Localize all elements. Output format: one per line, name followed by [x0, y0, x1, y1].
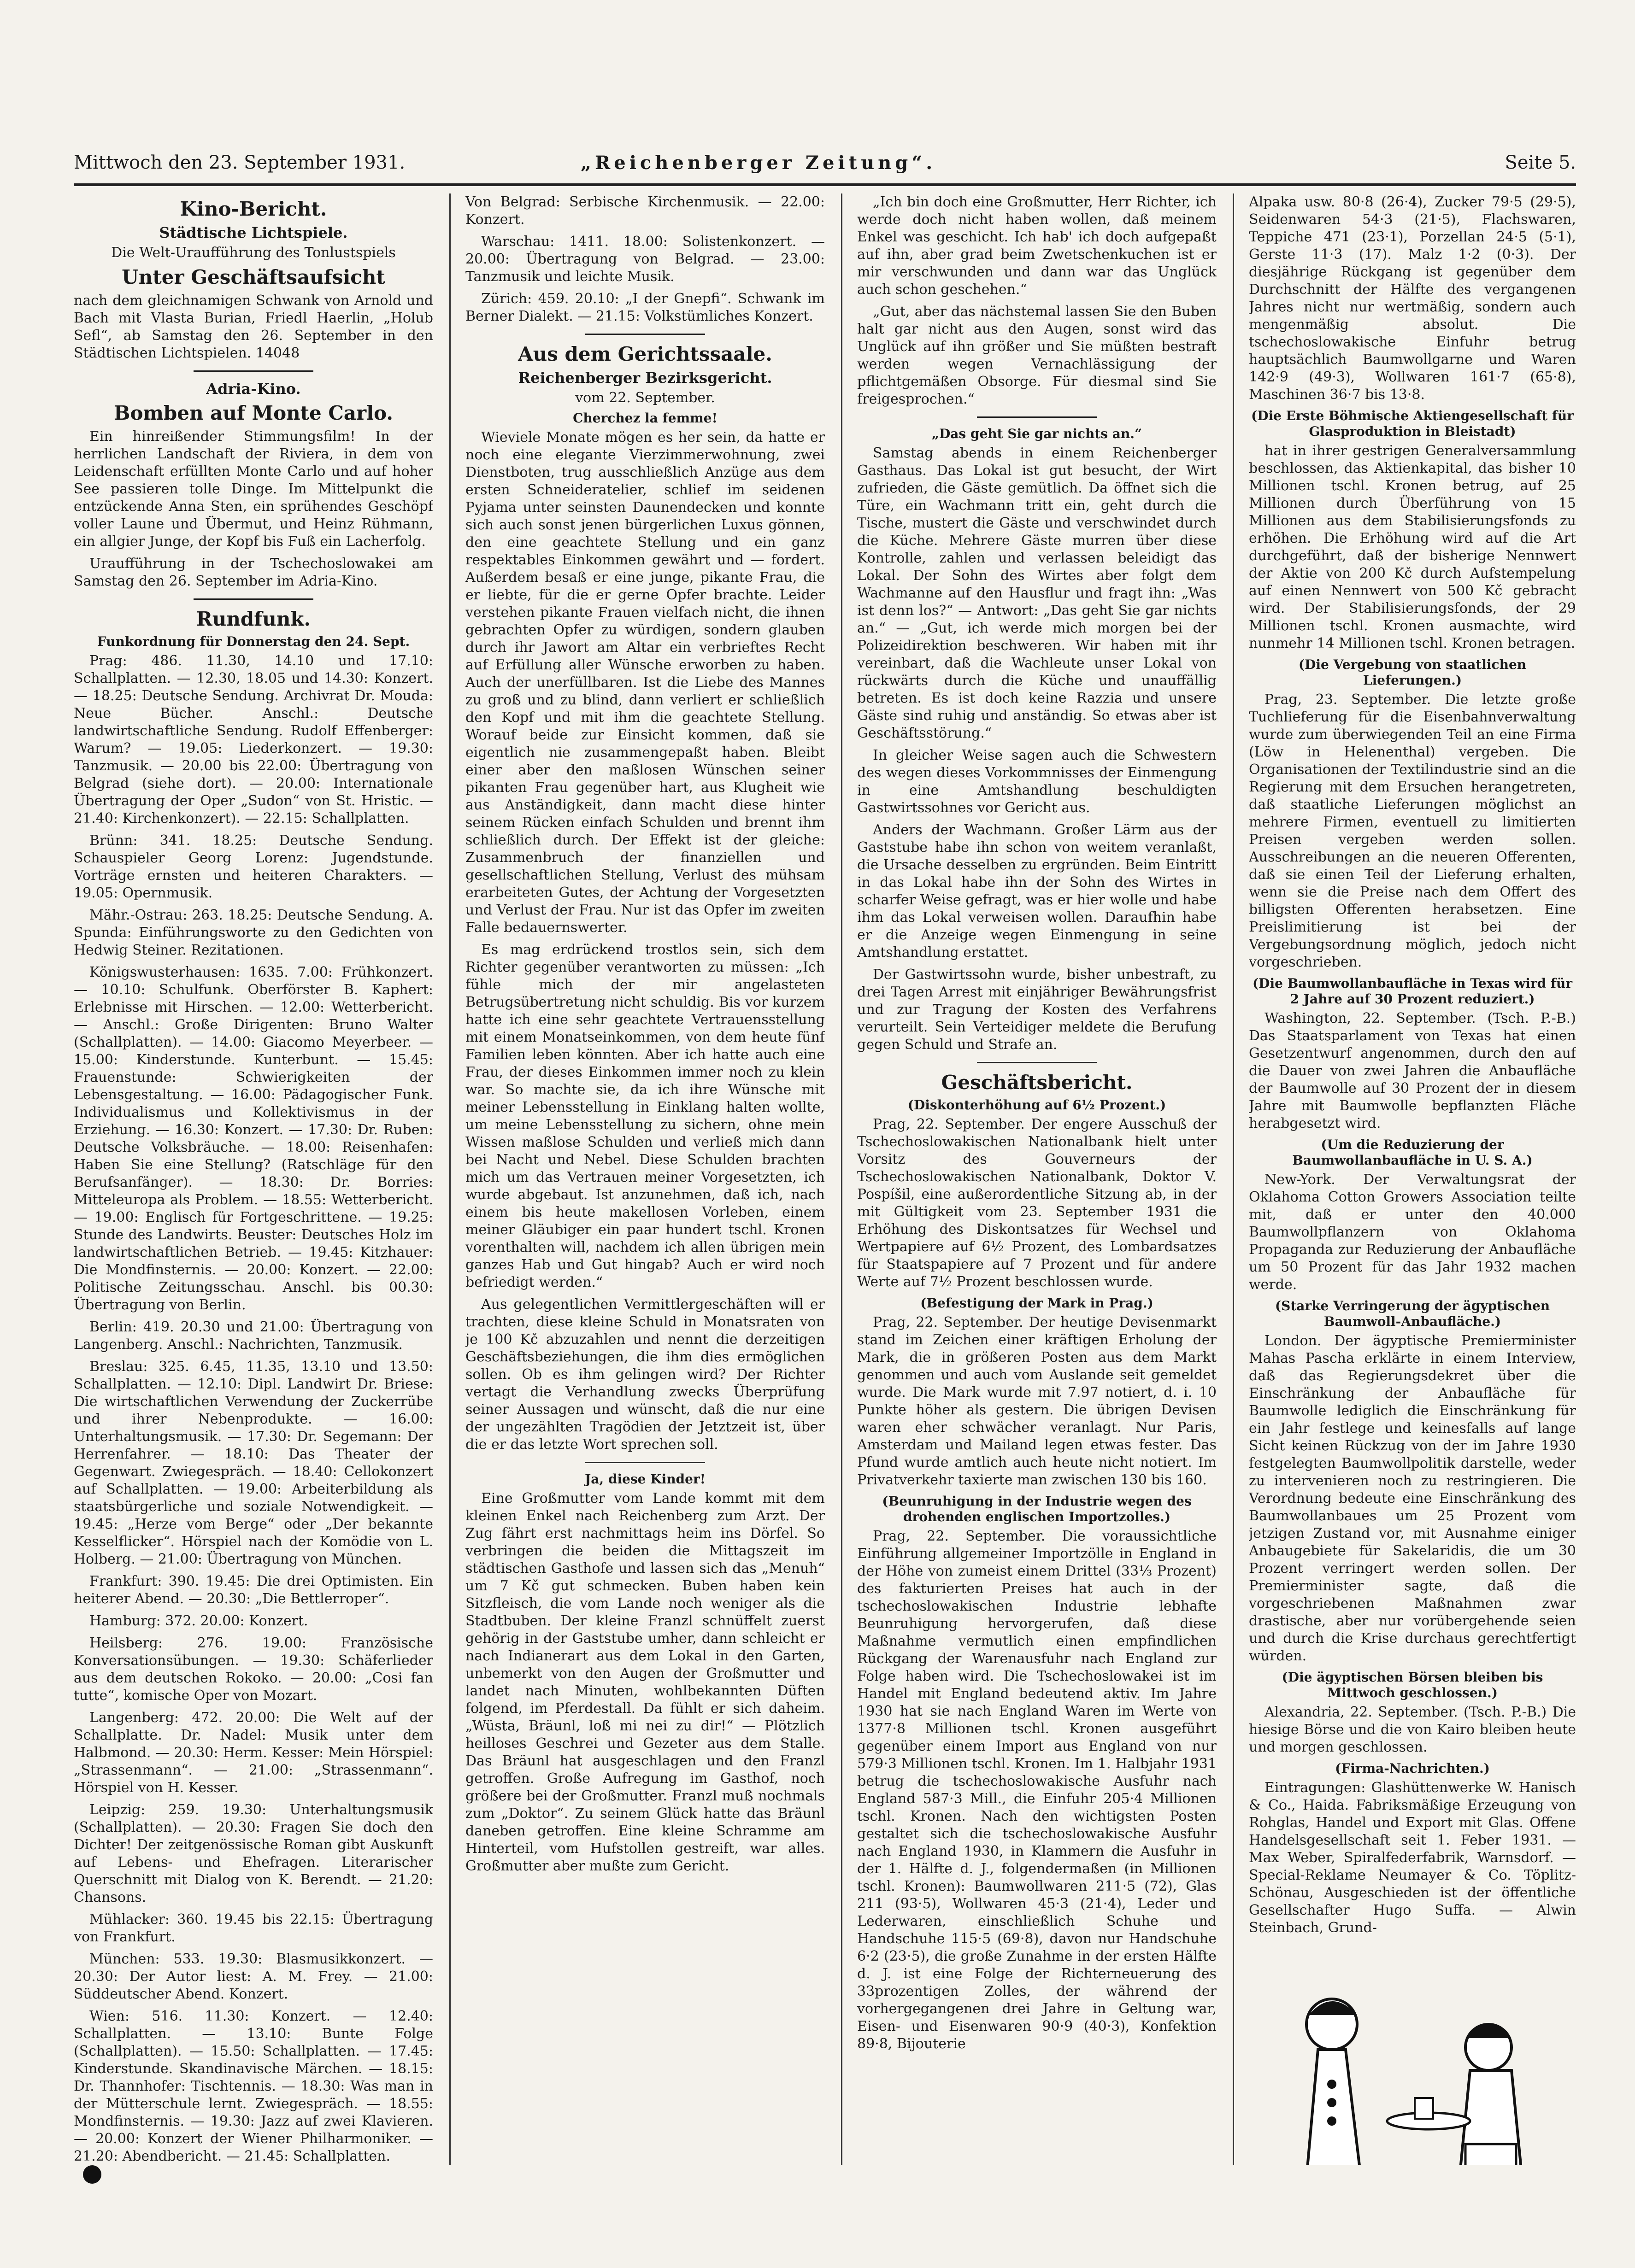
usa-heading: (Um die Reduzierung der Baumwollanbaufläche in U. S. A.) — [1292, 1137, 1533, 1168]
article-paragraph: Es mag erdrückend trostlos sein, sich dem Richter gegenüber verantworten zu müssen: „Ich fühle mich der mir angelasteten Betrugsübertretung nicht schuldig. Bis vor kurzem hatte ich eine sehr geachtete Vertrauensstellung mit einem Monatseinkommen, von dem heute fünf Familien leben könnten. Aber ich hatte auch eine Frau, der dieses Einkommen immer noch zu klein war. So machte sie, da ich ihre Wünsche mit meiner Lebensstellung in Einklang halten wollte, um meine Lebensstellung zu sichern, ohne mein Wissen maßlose Schulden und verließ mich dann bei Nacht und Nebel. Diese Schulden brachten mich um das Vertrauen meiner Vorgesetzten, ich wurde abgebaut. Ist anzunehmen, daß ich, nach einem bis heute makellosen Vorleben, einem meiner Gläubiger ein paar hundert tschl. Kronen vorenthalten will, nachdem ich allen übrigen mein ganzes Hab und Gut hingab? Auch er wird noch befriedigt werden.“ — [465, 942, 825, 1290]
diskont-heading: (Diskonterhöhung auf 6½ Prozent.) — [907, 1097, 1166, 1113]
station-warschau: Warschau: 1411. 18.00: Solistenkonzert. — 20.00: Übertragung von Belgrad. — 23.00: Tanzmusik und leichte Musik. — [465, 234, 825, 285]
divider — [194, 598, 313, 600]
station-wien: Wien: 516. 11.30: Konzert. — 12.40: Schallplatten. — 13.10: Bunte Folge (Schallplatten). — 15.50: Schallplatten. — 17.45: Kinderstunde. Skandinavische Märchen. — 18.15: Dr. Thannhofer: Tischtennis. — 18.30: Was man in der Mütterschule lernt. Zwiegespräch. — 18.55: Mondfinsternis. — 19.30: Jazz auf zwei Klavieren. — 20.00: Konzert der Wiener Philharmoniker. — 21.20: Abendbericht. — 21.45: Schallplatten. — [74, 2008, 433, 2164]
article-paragraph: New-York. Der Verwaltungsrat der Oklahoma Cotton Growers Association teilte mit, daß er unter den 40.000 Baumwollpflanzern von Oklahoma Propaganda zur Reduzierung der Anbaufläche um 50 Prozent für das Jahr 1932 machen werde. — [1249, 1172, 1576, 1293]
boerse-heading: (Die ägyptischen Börsen bleiben bis Mittwoch geschlossen.) — [1282, 1670, 1543, 1700]
station-langenberg: Langenberg: 472. 20.00: Die Welt auf der Schallplatte. Dr. Nadel: Musik unter dem Halbmond. — 20.30: Herm. Kesser: Mein Hörspiel: „Strassenmann“. — 21.00: „Strassenmann“. Hörspiel von H. Kesser. — [74, 1710, 433, 1796]
page-header — [74, 152, 1576, 184]
adria-heading: Adria-Kino. — [206, 380, 301, 398]
column-4 — [1249, 193, 1576, 2165]
kinder-heading: Ja, diese Kinder! — [584, 1471, 706, 1487]
station-zuerich: Zürich: 459. 20.10: „I der Gnepfi“. Schwank im Berner Dialekt. — 21.15: Volkstümliches Konzert. — [465, 291, 825, 324]
station-muehlacker: Mühlacker: 360. 19.45 bis 22.15: Übertragung von Frankfurt. — [74, 1911, 433, 1945]
glas-heading: (Die Erste Böhmische Aktiengesellschaft für Glasproduktion in Bleistadt) — [1251, 408, 1574, 439]
gericht-heading: Aus dem Gerichtssaale. — [518, 343, 772, 365]
divider — [194, 370, 313, 372]
station-heilsberg: Heilsberg: 276. 19.00: Französische Konversationsübungen. — 19.30: Schäferlieder aus dem deutschen Rokoko. — 20.00: „Cosi fan tutte“, komische Oper von Mozart. — [74, 1635, 433, 1704]
kino-film-title: Unter Geschäftsaufsicht — [122, 266, 385, 288]
adria-paragraph: Uraufführung in der Tschechoslowakei am Samstag den 26. September im Adria-Kino. — [74, 556, 433, 589]
divider — [585, 334, 705, 335]
article-paragraph: Prag, 22. September. Die voraussichtliche Einführung allgemeiner Importzölle in England in der Höhe von zumeist einem Drittel (33⅓ Prozent) des fakturierten Preises hat auch in der tschechoslowakischen Industrie lebhafte Beunruhigung hervorgerufen, daß diese Maßnahme vermutlich einen empfindlichen Rückgang der Warenausfuhr nach England zur Folge haben wird. Die Tschechoslowakei ist im Handel mit England bedeutend aktiv. Im Jahre 1930 hat sie nach England Waren im Werte von 1377·8 Millionen tschl. Kronen ausgeführt gegenüber einem Import aus England von nur 579·3 Millionen tschl. Kronen. Im 1. Halbjahr 1931 betrug die tschechoslowakische Ausfuhr nach England 587·3 Mill., die Einfuhr 205·4 Millionen tschl. Kronen. Nach den wichtigsten Posten gestaltet sich die tschechoslowakische Ausfuhr nach England 1930, in Klammern die Ausfuhr in der 1. Hälfte d. J., folgendermaßen (in Millionen tschl. Kronen): Baumwollwaren 211·5 (72), Glas 211 (93·5), Wollwaren 45·3 (21·4), Leder und Lederwaren, einschließlich Schuhe und Handschuhe 115·5 (69·8), davon nur Handschuhe 6·2 (23·5), die große Zunahme in der ersten Hälfte d. J. ist eine Folge der Richterneuerung des 33prozentigen Zolles, der während der vorhergegangenen drei Jahre in Geltung war, Eisen- und Eisenwaren 90·9 (40·3), Konfektion 89·8, Bijouterie — [857, 1528, 1217, 2052]
geschaeft-heading: Geschäftsbericht. — [941, 1071, 1133, 1094]
station-belgrad: Von Belgrad: Serbische Kirchenmusik. — 22.00: Konzert. — [465, 194, 825, 228]
kino-heading: Kino-Bericht. — [180, 198, 327, 220]
article-paragraph: Alexandria, 22. September. (Tsch. P.-B.) Die hiesige Börse und die von Kairo bleiben heute und morgen geschlossen. — [1249, 1704, 1576, 1755]
adria-film-title: Bomben auf Monte Carlo. — [113, 402, 394, 424]
station-prag: Prag: 486. 11.30, 14.10 und 17.10: Schallplatten. — 12.30, 18.05 und 14.30: Konzert. — 18.25: Deutsche Sendung. Archivrat Dr. Mouda: Neue Bücher. Anschl.: Deutsche landwirtschaftliche Sendung. Rudolf Effenberger: Warum? — 19.05: Liederkonzert. — 19.30: Tanzmusik. — 20.00 bis 22.00: Übertragung von Belgrad (siehe dort). — 20.00: Internationale Übertragung der Oper „Sudon“ von St. Hristic. — 21.40: Kirchenkonzert). — 22.15: Schallplatten. — [74, 653, 433, 826]
station-maehr-ostrau: Mähr.-Ostrau: 263. 18.25: Deutsche Sendung. A. Spunda: Einführungsworte zu den Gedichten von Hedwig Steiner. Rezitationen. — [74, 907, 433, 958]
divider — [585, 1462, 705, 1463]
rundfunk-heading: Rundfunk. — [196, 608, 311, 630]
column-2 — [465, 193, 825, 2165]
article-paragraph: hat in ihrer gestrigen Generalversammlung beschlossen, das Aktienkapital, das bisher 10 Millionen tschl. Kronen betrug, auf 25 Millionen durch Überführung von 15 Millionen aus dem Stabilisierungsfonds zu erhöhen. Die Erhöhung wird auf die Art durchgeführt, daß der bisherige Nennwert der Aktie von 200 Kč durch Aufstempelung auf einen Nennwert von 500 Kč gebracht wird. Der Stabilisierungsfonds, der 29 Millionen tschl. Kronen ausmachte, wird nunmehr 14 Millionen tschl. Kronen betragen. — [1249, 443, 1576, 651]
station-frankfurt: Frankfurt: 390. 19.45: Die drei Optimisten. Ein heiterer Abend. — 20.30: „Die Bettlerroper“. — [74, 1573, 433, 1607]
header-rule — [74, 183, 1576, 186]
article-paragraph: Prag, 23. September. Die letzte große Tuchlieferung für die Eisenbahnverwaltung wurde zum überwiegenden Teil an eine Firma (Löw in Helenenthal) vergeben. Die Organisationen der Textilindustrie sind an die Regierung mit dem Ersuchen herangetreten, daß staatliche Lieferungen möglichst an mehrere Firmen, eventuell zu limitierten Preisen vergeben werden sollen. Ausschreibungen an die neueren Offerenten, daß sie einen Teil der Lieferung erhalten, wenn sie die Preise nach dem Offert des billigsten Offerenten herabsetzen. Eine Preislimitierung ist bei der Vergebungsordnung möglich, jedoch nicht vorgeschrieben. — [1249, 692, 1576, 970]
station-berlin: Berlin: 419. 20.30 und 21.00: Übertragung von Langenberg. Anschl.: Nachrichten, Tanzmusik. — [74, 1319, 433, 1353]
column-3 — [857, 193, 1217, 2165]
article-paragraph: Eintragungen: Glashüttenwerke W. Hanisch & Co., Haida. Fabriksmäßige Erzeugung von Rohglas, Handel und Export mit Glas. Offene Handelsgesellschaft seit 1. Feber 1931. — Max Weber, Spiralfederfabrik, Warnsdorf. — Special-Reklame Neumayer & Co. Töplitz-Schönau, Ausgeschieden ist der öffentliche Gesellschafter Hugo Suffa. — Alwin Steinbach, Grund- — [1249, 1780, 1576, 1936]
article-paragraph: Prag, 22. September. Der heutige Devisenmarkt stand im Zeichen einer kräftigen Erholung der Mark, die in größeren Posten aus dem Markt genommen und auch vom Auslande seit gemeldet wurde. Die Mark wurde mit 7.97 notiert, d. i. 10 Punkte höher als gestern. Die übrigen Devisen waren eher schwächer veranlagt. Nur Paris, Amsterdam und Mailand legen etwas fester. Das Pfund wurde amtlich auch heute nicht notiert. Im Privatverkehr taxierte man zwischen 130 bis 160. — [857, 1314, 1217, 1488]
adria-paragraph: Ein hinreißender Stimmungsfilm! In der herrlichen Landschaft der Riviera, in dem von Leidenschaft erfüllten Monte Carlo und auf hoher See passieren tolle Dinge. Im Mittelpunkt die entzückende Anna Sten, ein sprühendes Geschöpf voller Laune und Übermut, und Heinz Rühmann, ein allgier Junge, der Kopf bis Fuß ein Lacherfolg. — [74, 428, 433, 550]
zoll-heading: (Beunruhigung in der Industrie wegen des drohenden englischen Importzolles.) — [882, 1494, 1192, 1524]
femme-heading: Cherchez la femme! — [573, 410, 718, 426]
kino-subheading: Städtische Lichtspiele. — [159, 224, 348, 241]
mark-heading: (Befestigung der Mark in Prag.) — [920, 1295, 1153, 1311]
article-paragraph: London. Der ägyptische Premierminister Mahas Pascha erklärte in einem Interview, daß das Regierungsdekret über die Einschränkung der Anbaufläche für Baumwolle lediglich die Einschränkung für ein Jahr festlege und keinesfalls auf lange Sicht keinen Rückzug von der im Jahre 1930 festgelegten Baumwollpolitik darstelle, weder zu intervenieren noch zu restringieren. Die Verordnung bedeute eine Einschränkung des Baumwollanbaues um 25 Prozent vom jetzigen Zustand vor, mit Ausnahme einiger Anbaugebiete für Sakelaridis, die um 30 Prozent verringert werden sollen. Der Premierminister sagte, daß die vorgeschriebenen Maßnahmen zwar drastische, aber nur vorübergehende seien und durch die Krise durchaus gerechtfertigt würden. — [1249, 1333, 1576, 1664]
station-koenigswusterhausen: Königswusterhausen: 1635. 7.00: Frühkonzert. — 10.10: Schulfunk. Oberförster B. Kaphert: Erlebnisse mit Hirschen. — 12.00: Wetterbericht. — Anschl.: Große Dirigenten: Bruno Walter (Schallplatten). — 14.00: Giacomo Meyerbeer. — 15.00: Kinderstunde. Kunterbunt. — 15.45: Frauenstunde: Schwierigkeiten der Lebensgestaltung. — 16.00: Pädagogischer Funk. Individualismus und Kollektivismus in der Erziehung. — 16.30: Konzert. — 17.30: Dr. Ruben: Deutsche Volksbräuche. — 18.00: Reisenhafen: Haben Sie eine Stellung? (Ratschläge für den Berufsanfänger). — 18.30: Dr. Borries: Mitteleuropa als Problem. — 18.55: Wetterbericht. — 19.00: Englisch für Fortgeschrittene. — 19.25: Stunde des Landwirts. Beuster: Deutsches Holz im landwirtschaftlichen Betrieb. — 19.45: Kitzhauer: Die Mondfinsternis. — 20.00: Konzert. — 22.00: Politische Zeitungsschau. Anschl. bis 00.30: Übertragung von Berlin. — [74, 964, 433, 1313]
column-separator — [1233, 193, 1234, 2165]
gericht-subheading: Reichenberger Bezirksgericht. — [518, 369, 772, 387]
gericht-date: vom 22. September. — [575, 390, 715, 406]
advertisement-illustration — [1249, 1946, 1576, 2165]
divider — [977, 416, 1097, 418]
issue-date: Mittwoch den 23. September 1931. — [74, 152, 406, 173]
article-paragraph: Eine Großmutter vom Lande kommt mit dem kleinen Enkel nach Reichenberg zum Arzt. Der Zug fährt erst nachmittags heim ins Dörfel. So verbringen die beiden die Mittagszeit im städtischen Gasthofe und lassen sich das „Menuh“ um 7 Kč gut schmecken. Buben haben kein Sitzfleisch, die vom Lande noch weniger als die Stadtbuben. Der kleine Franzl schnüffelt zuerst gehörig in der Gaststube umher, dann schleicht er nach Indianerart aus dem Lokal in den Garten, unbemerkt von den Augen der Großmutter und landet nach Minuten, wohlbekannten Düften folgend, im Pferdestall. Da fühlt er sich daheim. „Wüsta, Bräunl, loß mi nei zu dir!“ — Plötzlich heilloses Geschrei und Gezeter aus dem Stalle. Das Bräunl hat ausgeschlagen und den Franzl getroffen. Große Aufregung im Gasthof, noch größere bei der Großmutter. Franzl muß nochmals zum „Doktor“. Zu seinem Glück hatte das Bräunl daneben getroffen. Eine kleine Schramme am Hinterteil, vom Hufstollen gestreift, war alles. Großmutter aber mußte zum Gericht. — [465, 1490, 825, 1874]
article-paragraph: Alpaka usw. 80·8 (26·4), Zucker 79·5 (29·5), Seidenwaren 54·3 (21·5), Flachswaren, Teppiche 471 (23·1), Porzellan 24·5 (5·1), Gerste 11·3 (17). Malz 1·2 (0·3). Der diesjährige Rückgang ist gegenüber dem Durchschnitt der Hälfte des vergangenen Jahres nicht nur wertmäßig, sondern auch mengenmäßig absolut. Die tschechoslowakische Einfuhr betrug hauptsächlich Baumwollgarne und Waren 142·9 (49·3), Wollwaren 161·7 (65·8), Maschinen 36·7 bis 13·8. — [1249, 194, 1576, 403]
kino-intro: Die Welt-Uraufführung des Tonlustspiels — [111, 245, 396, 261]
page-number: Seite 5. — [1505, 152, 1576, 173]
article-paragraph: Anders der Wachmann. Großer Lärm aus der Gaststube habe ihn schon von weitem veranlaßt, die Ursache desselben zu ergründen. Beim Eintritt in das Lokal habe ihn der Sohn des Wirtes in scharfer Weise gefragt, was er hier wolle und habe ihm das Lokal verweisen wollen. Daraufhin habe er die Anzeige wegen Einmengung in seine Amtshandlung erstattet. — [857, 822, 1217, 961]
texas-heading: (Die Baumwollanbaufläche in Texas wird für 2 Jahre auf 30 Prozent reduziert.) — [1252, 976, 1573, 1007]
registration-dot — [83, 2165, 101, 2184]
article-paragraph: „Ich bin doch eine Großmutter, Herr Richter, ich werde doch nicht haben wollen, daß meinem Enkel was geschicht. Ich hab' ich doch aufgepaßt auf ihn, aber grad beim Zwetschenkuchen ist er mir verschwunden und dann war das Unglück auch schon geschehen.“ — [857, 194, 1217, 298]
station-breslau: Breslau: 325. 6.45, 11.35, 13.10 und 13.50: Schallplatten. — 12.10: Dipl. Landwirt Dr. Briese: Die wirtschaftlichen Verwendung der Zuckerrübe und ihrer Nebenprodukte. — 16.00: Unterhaltungsmusik. — 17.30: Dr. Segemann: Der Herrenfahrer. — 18.10: Das Theater der Gegenwart. Zwiegespräch. — 18.40: Cellokonzert auf Schallplatten. — 19.00: Arbeiterbildung als staatsbürgerliche und soziale Notwendigkeit. — 19.45: „Herze vom Berge“ oder „Der bekannte Kesselflicker“. Hörspiel nach der Komödie von L. Holberg. — 21.00: Übertragung von München. — [74, 1359, 433, 1567]
article-paragraph: Samstag abends in einem Reichenberger Gasthaus. Das Lokal ist gut besucht, der Wirt zufrieden, die Gäste gemütlich. Da öffnet sich die Türe, ein Wachmann tritt ein, geht durch die Tische, mustert die Gäste und verschwindet durch die Küche. Mehrere Gäste murren über diese Kontrolle, zahlen und verlassen beleidigt das Lokal. Der Sohn des Wirtes aber folgt dem Wachmanne auf den Hausflur und fragt ihn: „Was ist denn los?“ — Antwort: „Das geht Sie gar nichts an.“ — „Gut, ich werde mich morgen bei der Polizeidirektion beschweren. Wir haben mit ihr vereinbart, daß die Wachleute unser Lokal von rückwärts durch die Küche und unauffällig betreten. Es ist doch keine Razzia und unsere Gäste sind ruhig und anständig. So etwas aber ist Geschäftsstörung.“ — [857, 445, 1217, 741]
masthead-title: „Reichenberger Zeitung“. — [581, 152, 936, 174]
article-paragraph: In gleicher Weise sagen auch die Schwestern des wegen dieses Vorkommnisses der Einmengung in eine Amtshandlung beschuldigten Gastwirtssohnes vor Gericht aus. — [857, 747, 1217, 816]
station-bruenn: Brünn: 341. 18.25: Deutsche Sendung. Schauspieler Georg Lorenz: Jugendstunde. Vorträge ernsten und heiteren Charakters. — 19.05: Opernmusik. — [74, 832, 433, 901]
article-paragraph: Wieviele Monate mögen es her sein, da hatte er noch eine elegante Vierzimmerwohnung, zwei Dienstboten, trug ausschließlich Anzüge aus dem ersten Schneideratelier, schlief im seidenen Pyjama unter seinsten Daunendecken und konnte sich auch sonst jenen bürgerlichen Luxus gönnen, den eine geachtete Stellung und ein ganz respektables Einkommen gewährt und — fordert. Außerdem besaß er eine junge, pikante Frau, die er liebte, für die er gerne Opfer brachte. Leider verstehen pikante Frauen vielfach nicht, die ihnen gebrachten Opfer zu würdigen, sondern glauben durch ihr Jawort am Altar ein verbrieftes Recht auf Erfüllung aller Wünsche erworben zu haben. Auch der unerfüllbaren. Ist die Liebe des Mannes zu groß und zu blind, dann verliert er schließlich den Kopf und mit ihm die geachtete Stellung. Worauf beide zur Einsicht kommen, daß sie eigentlich nie zusammengepaßt haben. Bleibt einer aber den maßlosen Wünschen seiner pikanten Frau gegenüber hart, aus Klugheit wie aus Anständigkeit, dann macht diese hinter seinem Rücken einfach Schulden und brennt ihm schließlich durch. Der Effekt ist der gleiche: Zusammenbruch der finanziellen und gesellschaftlichen Stellung, Verlust des mühsam erarbeiteten Gutes, der Achtung der Vorgesetzten und Verlust der Frau. Nur ist das Opfer im zweiten Falle bedauernswerter. — [465, 429, 825, 936]
article-paragraph: Prag, 22. September. Der engere Ausschuß der Tschechoslowakischen Nationalbank hielt unter Vorsitz des Gouverneurs der Tschechoslowakischen Nationalbank, Doktor V. Pospíšil, eine außerordentliche Sitzung ab, in der mit Gültigkeit vom 23. September 1931 die Erhöhung des Diskontsatzes für Wechsel und Wertpapiere auf 6½ Prozent, des Lombardsatzes für Staatspapiere auf 7 Prozent und für andere Werte auf 7½ Prozent beschlossen wurde. — [857, 1116, 1217, 1290]
rundfunk-subheading: Funkordnung für Donnerstag den 24. Sept. — [97, 634, 410, 649]
lieferung-heading: (Die Vergebung von staatlichen Lieferungen.) — [1298, 657, 1527, 688]
maid-and-lady-illustration — [1249, 1946, 1576, 2165]
article-paragraph: Washington, 22. September. (Tsch. P.-B.) Das Staatsparlament von Texas hat einen Gesetzentwurf angenommen, durch den auf die Dauer von zwei Jahren die Anbaufläche der Baumwolle auf 30 Prozent der in diesem Jahre mit Baumwolle bepflanzten Fläche herabgesetzt wird. — [1249, 1010, 1576, 1131]
firma-heading: (Firma-Nachrichten.) — [1335, 1761, 1490, 1776]
column-separator — [841, 193, 842, 2165]
article-paragraph: „Gut, aber das nächstemal lassen Sie den Buben halt gar nicht aus den Augen, sonst wird das Unglück auf ihn größer und Sie müßten bestraft werden wegen Vernachlässigung der pflichtgemäßen Obsorge. Für diesmal sind Sie freigesprochen.“ — [857, 304, 1217, 407]
article-paragraph: Der Gastwirtssohn wurde, bisher unbestraft, zu drei Tagen Arrest mit einjähriger Bewährungsfrist und zur Tragung der Kosten des Verfahrens verurteilt. Sein Verteidiger meldete die Berufung gegen Schuld und Strafe an. — [857, 967, 1217, 1053]
station-muenchen: München: 533. 19.30: Blasmusikkonzert. — 20.30: Der Autor liest: A. M. Frey. — 21.00: Süddeutscher Abend. Konzert. — [74, 1951, 433, 2002]
column-separator — [449, 193, 451, 2165]
column-1 — [74, 193, 433, 2165]
egypt-heading: (Starke Verringerung der ägyptischen Baumwoll-Anbaufläche.) — [1275, 1298, 1550, 1329]
nichts-heading: „Das geht Sie gar nichts an.“ — [931, 426, 1142, 441]
article-paragraph: Aus gelegentlichen Vermittlergeschäften will er trachten, diese kleine Schuld in Monatsraten von je 100 Kč abzuzahlen und nennt die derzeitigen Geschäftsbeziehungen, die ihm dies ermöglichen sollen. Ob es ihm gelingen wird? Der Richter vertagt die Verhandlung zwecks Überprüfung seiner Aussagen und wünscht, daß die nur eine der ungezählten Tragödien der Jetztzeit ist, über die er das letzte Wort sprechen soll. — [465, 1296, 825, 1453]
divider — [977, 1062, 1097, 1063]
station-leipzig: Leipzig: 259. 19.30: Unterhaltungsmusik (Schallplatten). — 20.30: Fragen Sie doch den Dichter! Der zeitgenössische Roman gibt Auskunft auf Lebens- und Ehefragen. Literarischer Querschnitt mit Dialog von K. Berendt. — 21.20: Chansons. — [74, 1802, 433, 1905]
newspaper-page — [74, 138, 1576, 2184]
kino-paragraph: nach dem gleichnamigen Schwank von Arnold und Bach mit Vlasta Burian, Friedl Haerlin, „Holub Sefl“, ab Samstag den 26. September in den Städtischen Lichtspielen. 14048 — [74, 293, 433, 361]
station-hamburg: Hamburg: 372. 20.00: Konzert. — [89, 1613, 308, 1629]
